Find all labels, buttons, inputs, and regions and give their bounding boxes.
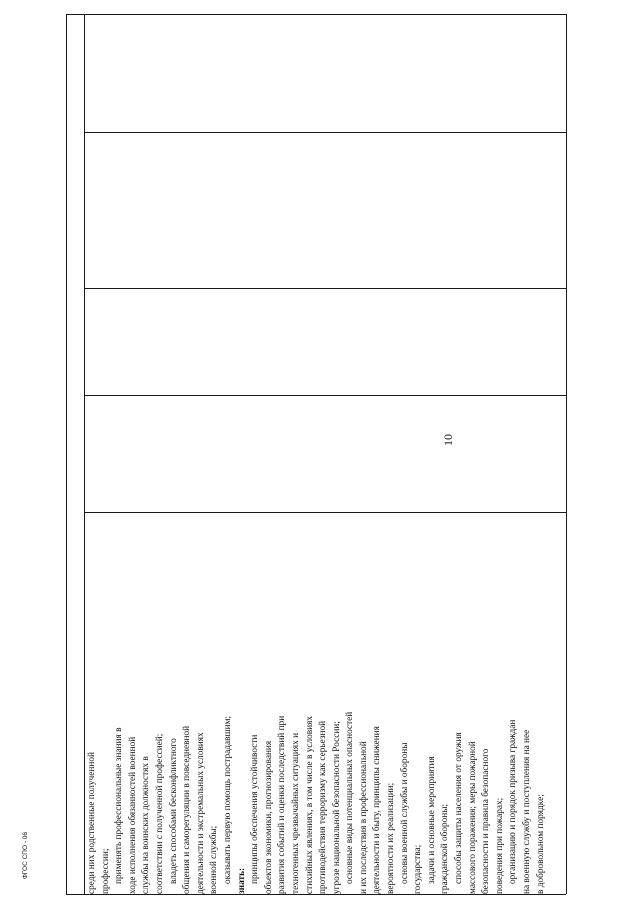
footer-code-text: ФГОС СПО - 06 <box>22 831 30 879</box>
text-line: массового поражения; меры пожарной <box>467 741 478 894</box>
text-line: ходе исполнения обязанностей военной <box>127 736 138 894</box>
text-line: применять профессиональные знания в <box>114 727 125 884</box>
column-divider-1 <box>84 512 85 894</box>
row-divider-2 <box>84 395 566 396</box>
text-line: техногенных чрезвычайных ситуациях и <box>290 732 301 894</box>
row-divider-4 <box>84 132 566 133</box>
text-line: вероятности их реализации; <box>386 782 397 894</box>
text-line: основные виды потенциальных опасностей <box>345 711 356 884</box>
page-number: 10 <box>440 434 455 446</box>
text-line: профессии; <box>100 848 111 894</box>
text-line: деятельности и экстремальных условиях <box>195 732 206 894</box>
row-divider-1 <box>84 512 566 513</box>
competency-text <box>86 514 569 894</box>
footer-code <box>20 831 32 879</box>
text-line: и их последствия в профессиональной <box>358 741 369 894</box>
text-line: соответствии с полученной профессией; <box>154 733 165 894</box>
row-divider-3 <box>84 288 566 289</box>
text-line: организацию и порядок призыва граждан <box>508 719 519 884</box>
text-line: в добровольном порядке; <box>535 794 546 894</box>
text-line: угрозе национальной безопасности России; <box>331 721 342 894</box>
text-line: основы военной службы и обороны <box>399 742 410 884</box>
table-bottom-border <box>66 894 566 895</box>
text-line: задачи и основные мероприятия <box>426 756 437 884</box>
text-line: государства; <box>413 844 424 894</box>
text-line: деятельности и быту, принципы снижения <box>372 726 383 894</box>
text-line: среди них родственные полученной <box>87 752 97 894</box>
text-line: владеть способами бесконфликтного <box>168 738 179 884</box>
text-line: принципы обеспечения устойчивости <box>250 734 261 884</box>
text-line: на военную службу и поступления на нее <box>522 729 532 894</box>
column-divider-2 <box>84 14 85 512</box>
text-line: оказывать первую помощь пострадавшим; <box>222 715 233 884</box>
text-line: объектов экономики, прогнозирования <box>263 740 274 894</box>
text-line: стихийных явлениях, в том числе в условиях <box>304 715 315 894</box>
text-line: знать: <box>236 867 247 894</box>
table-left-border <box>66 14 67 894</box>
text-line: общения и саморегуляции в повседневной <box>182 725 193 894</box>
text-line: развития событий и оценки последствий при <box>277 715 288 894</box>
text-line: военной службы; <box>209 825 220 894</box>
table-top-border <box>66 14 566 15</box>
text-line: гражданской обороны; <box>440 803 451 894</box>
text-line: противодействия терроризму как серьезной <box>318 720 329 894</box>
text-line: безопасности и правила безопасного <box>481 748 492 894</box>
text-line: способы защиты населения от оружия <box>454 732 465 884</box>
competency-text-cell <box>86 514 569 894</box>
text-line: службы на воинских должностях в <box>141 756 152 894</box>
text-line: поведения при пожарах; <box>494 797 505 894</box>
